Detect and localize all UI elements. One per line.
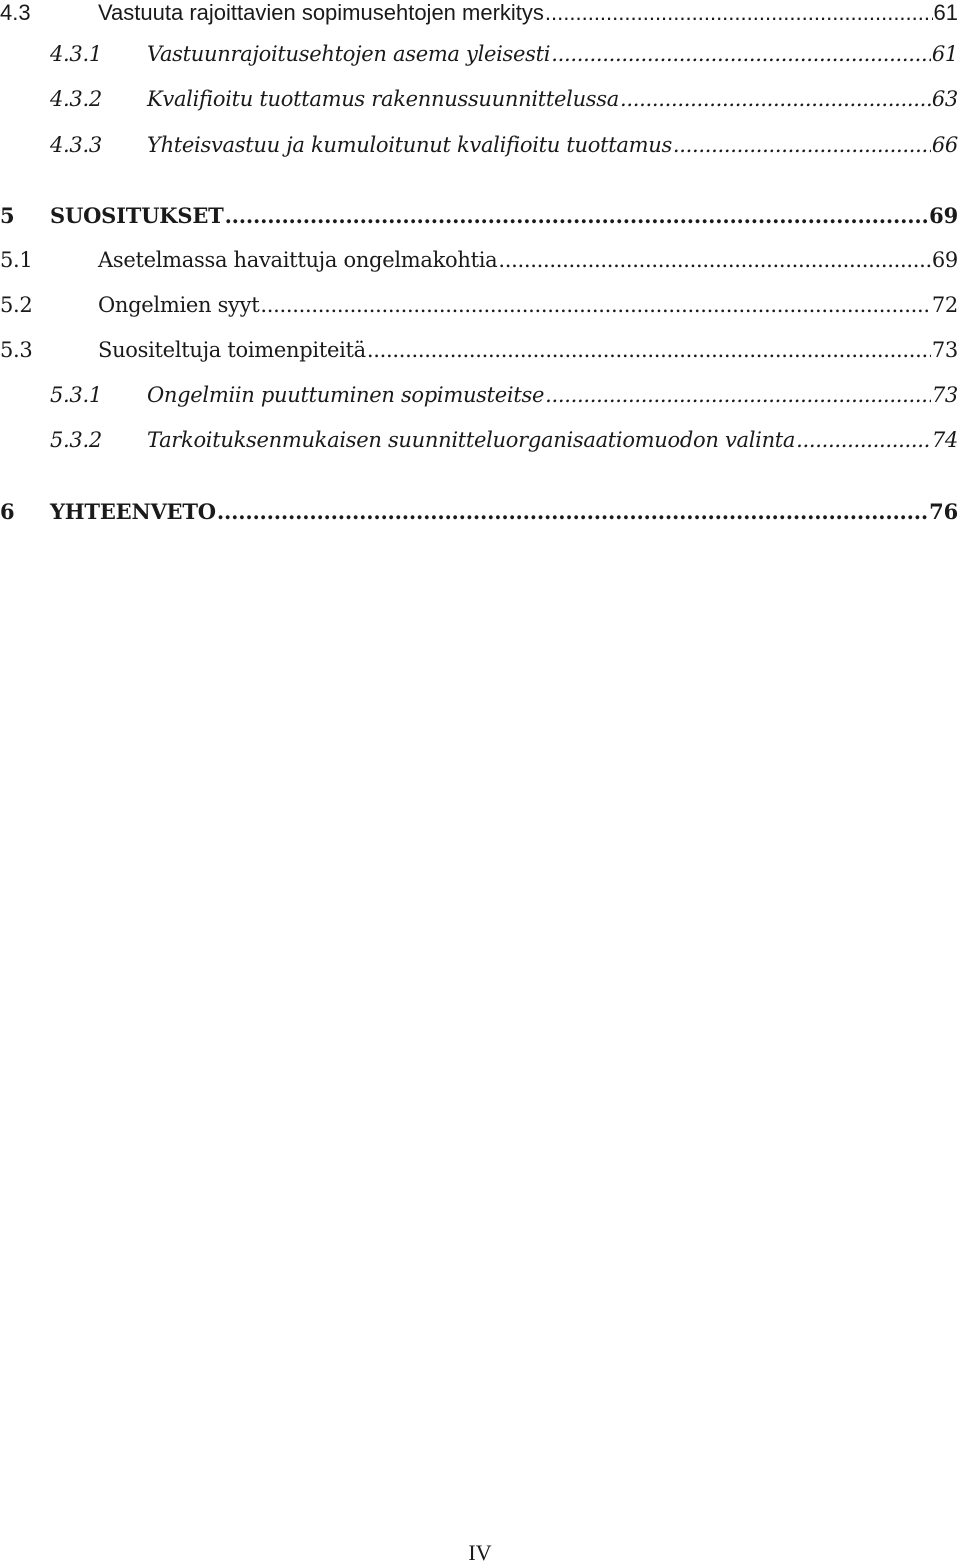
toc-entry-page: 61	[933, 0, 958, 25]
dot-leader	[498, 248, 931, 272]
toc-entry-page: 66	[931, 133, 958, 157]
toc-entry-title: Vastuunrajoitusehtojen asema yleisesti	[147, 42, 551, 66]
toc-entry-6[interactable]	[0, 499, 958, 529]
toc-entry-title: Asetelmassa havaittuja ongelmakohtia	[98, 248, 498, 272]
toc-entry-page: 73	[931, 383, 958, 407]
dot-leader	[225, 203, 929, 228]
toc-entry-number: 5	[0, 203, 15, 228]
toc-entry-5-3[interactable]	[0, 338, 958, 368]
dot-leader	[673, 133, 931, 157]
toc-entry-4-3-2[interactable]	[0, 87, 958, 117]
toc-entry-number: 5.3.2	[50, 428, 102, 452]
dot-leader	[620, 87, 931, 111]
toc-entry-page: 73	[931, 338, 958, 362]
dot-leader	[217, 499, 928, 524]
toc-entry-page: 74	[931, 428, 958, 452]
toc-entry-page: 69	[929, 203, 958, 228]
toc-entry-page: 61	[931, 42, 958, 66]
toc-entry-page: 63	[931, 87, 958, 111]
toc-entry-page: 72	[931, 293, 958, 317]
dot-leader	[260, 293, 931, 317]
toc-entry-number: 4.3.3	[50, 133, 102, 157]
toc-entry-title: Suositeltuja toimenpiteitä	[98, 338, 366, 362]
toc-entry-number: 4.3	[0, 0, 31, 25]
toc-entry-title: SUOSITUKSET	[50, 203, 224, 228]
toc-entry-5[interactable]	[0, 203, 958, 233]
toc-entry-number: 4.3.1	[50, 42, 102, 66]
page-number: IV	[468, 1540, 492, 1565]
dot-leader	[545, 383, 931, 407]
toc-entry-number: 5.3	[0, 338, 33, 362]
toc-entry-title: Yhteisvastuu ja kumuloitunut kvalifioitu tuottamus	[147, 133, 672, 157]
dot-leader	[551, 42, 931, 66]
toc-entry-page: 76	[929, 499, 958, 524]
toc-entry-4-3-3[interactable]	[0, 133, 958, 163]
toc-entry-4-3[interactable]	[0, 0, 958, 30]
toc-entry-5-3-1[interactable]	[0, 383, 958, 413]
toc-entry-5-3-2[interactable]	[0, 428, 958, 458]
toc-entry-4-3-1[interactable]	[0, 42, 958, 72]
toc-entry-title: Tarkoituksenmukaisen suunnitteluorganisaatiomuodon valinta	[147, 428, 796, 452]
toc-entry-title: Ongelmien syyt	[98, 293, 260, 317]
toc-entry-title: YHTEENVETO	[50, 499, 216, 524]
toc-entry-number: 6	[0, 499, 15, 524]
dot-leader	[545, 0, 933, 26]
toc-entry-5-2[interactable]	[0, 293, 958, 323]
toc-entry-title: Kvalifioitu tuottamus rakennussuunnittelussa	[147, 87, 619, 111]
toc-entry-number: 5.2	[0, 293, 33, 317]
toc-entry-number: 5.1	[0, 248, 33, 272]
toc-entry-number: 5.3.1	[50, 383, 102, 407]
toc-entry-number: 4.3.2	[50, 87, 102, 111]
dot-leader	[796, 428, 931, 452]
toc-entry-title: Ongelmiin puuttuminen sopimusteitse	[147, 383, 545, 407]
toc-entry-title: Vastuuta rajoittavien sopimusehtojen merkitys	[98, 0, 544, 25]
toc-entry-5-1[interactable]	[0, 248, 958, 278]
dot-leader	[367, 338, 931, 362]
toc-entry-page: 69	[931, 248, 958, 272]
